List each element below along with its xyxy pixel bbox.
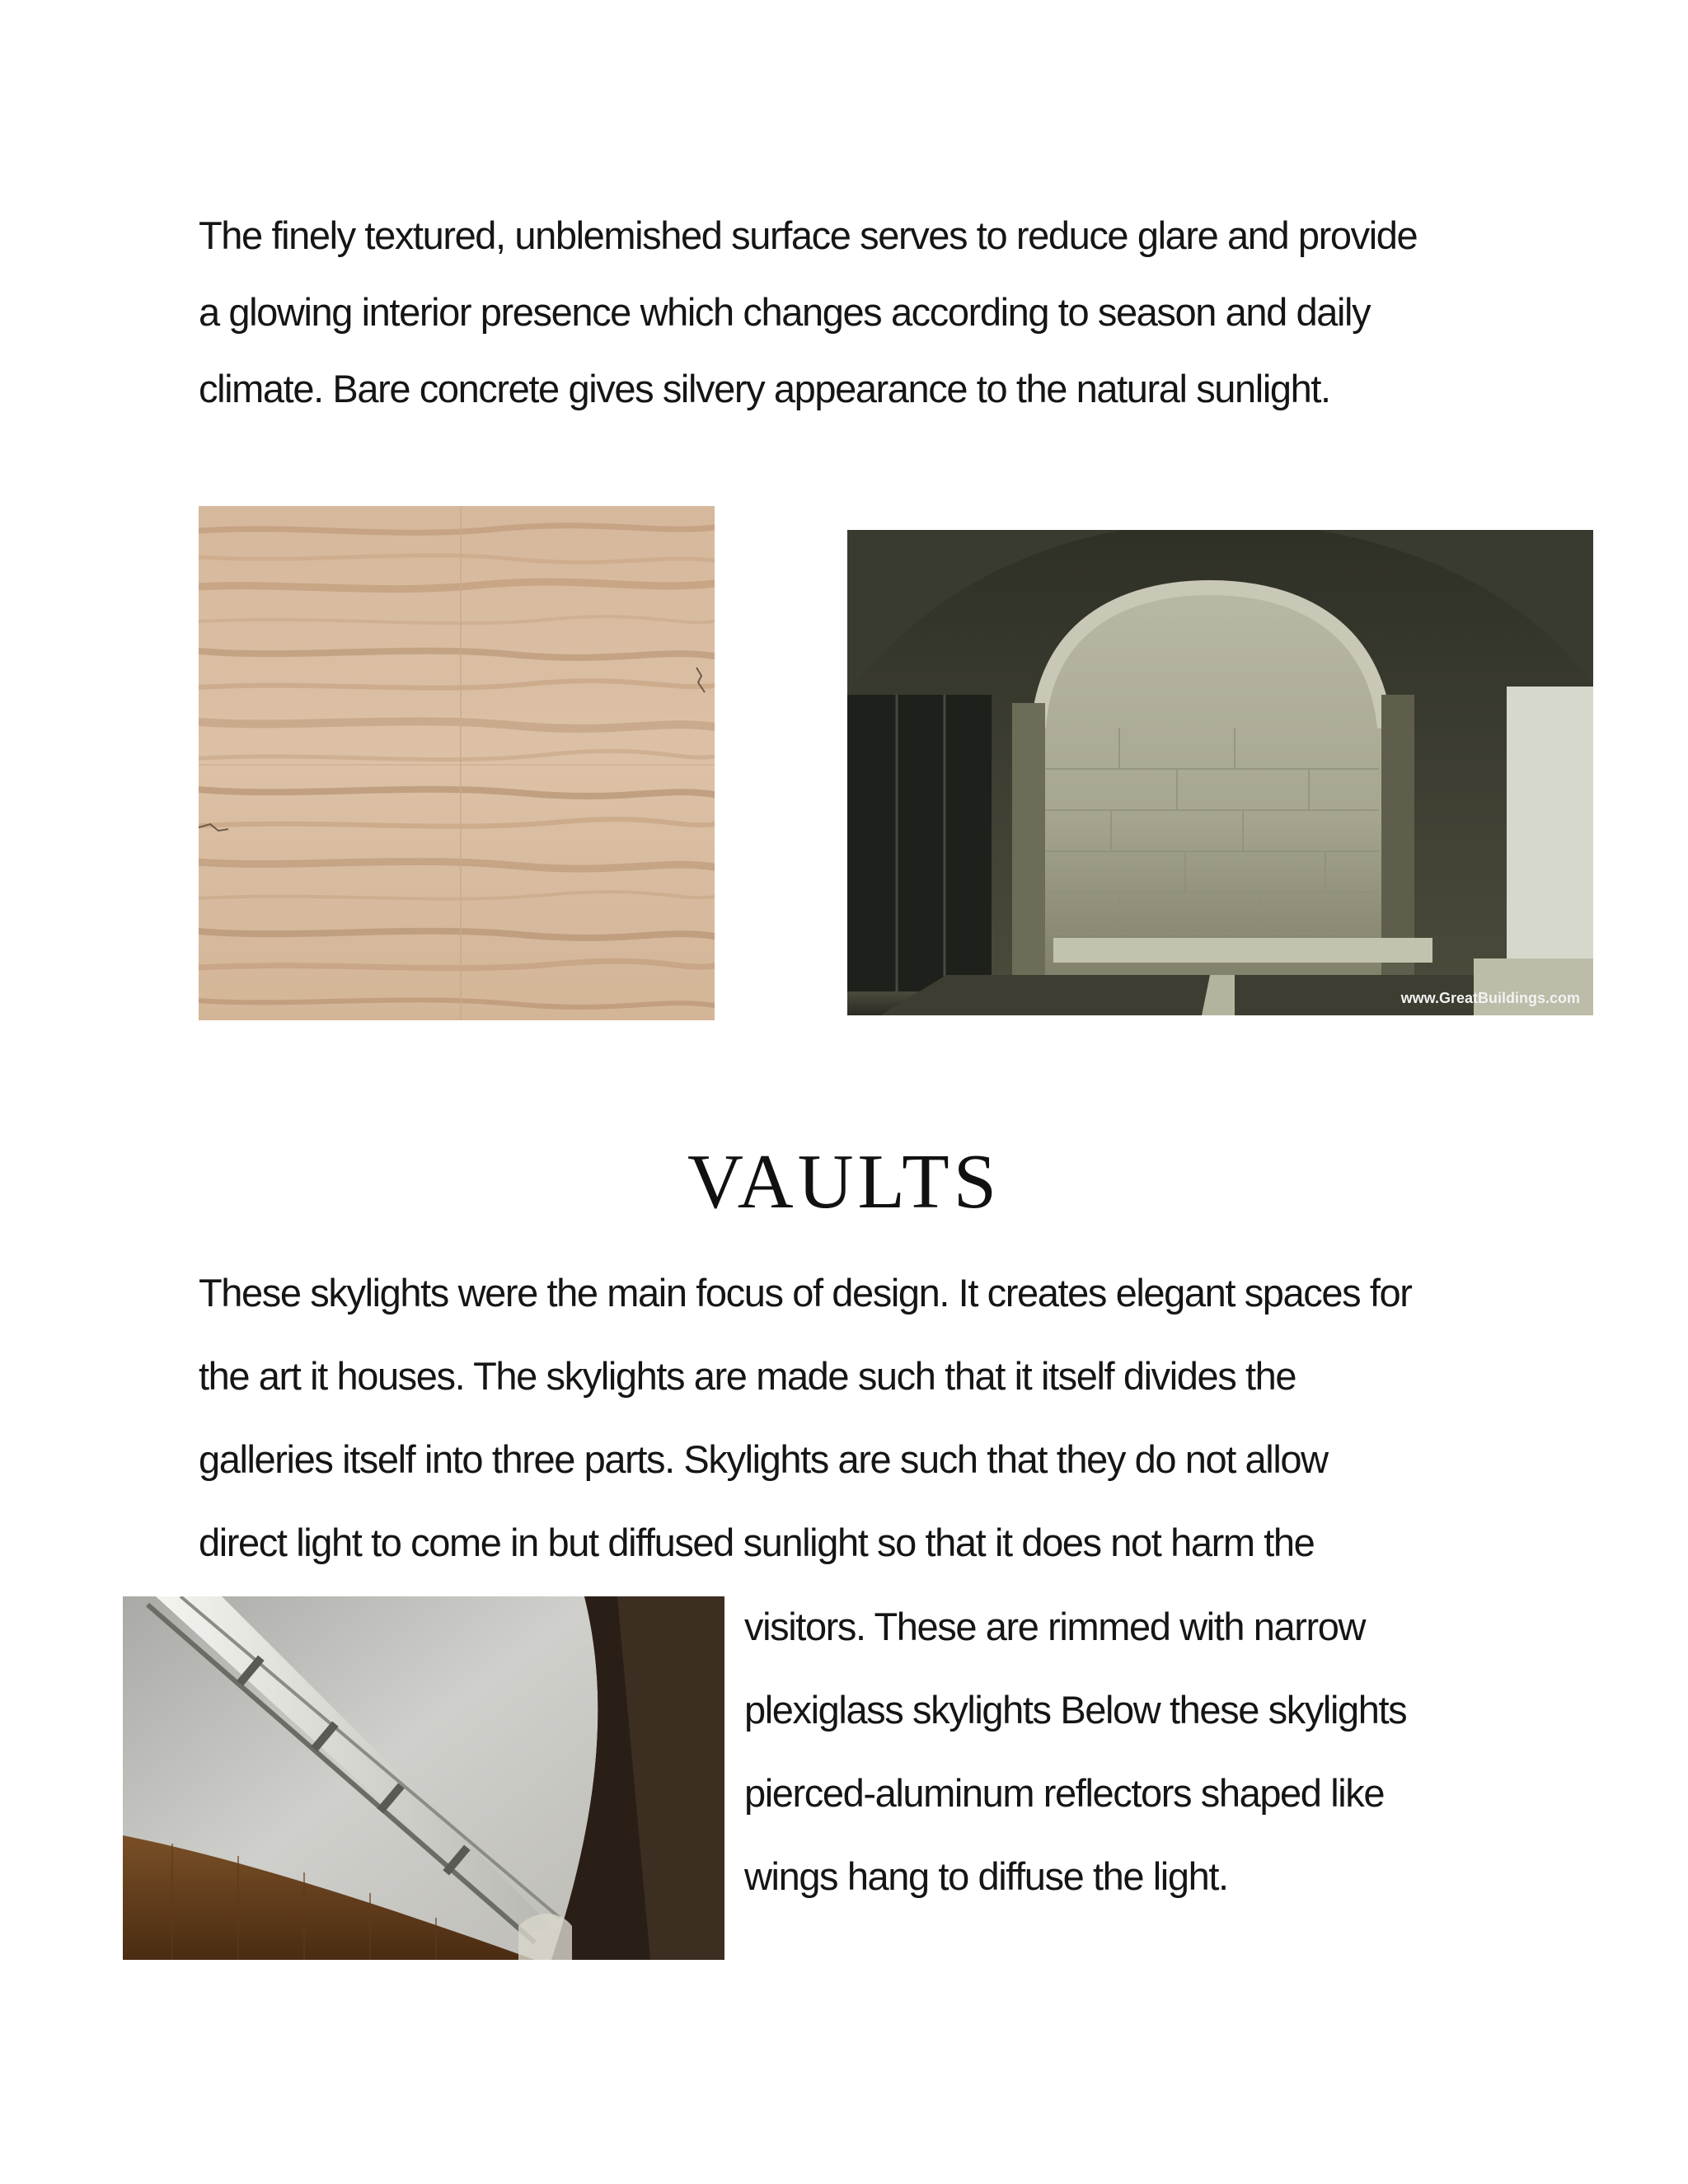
paragraph-line: climate. Bare concrete gives silvery appearance to the natural sunlight.	[199, 367, 1330, 410]
section-heading: VAULTS	[687, 1139, 1001, 1225]
vault-skylight-photo	[123, 1596, 724, 1960]
paragraph-line: pierced-aluminum reflectors shaped like	[744, 1771, 1385, 1815]
arched-portico-photo	[847, 530, 1593, 1015]
paragraph-line: These skylights were the main focus of design. It creates elegant spaces for	[199, 1271, 1412, 1315]
paragraph-line: plexiglass skylights Below these skylights	[744, 1688, 1407, 1732]
paragraph-line: a glowing interior presence which changes according to season and daily	[199, 290, 1371, 334]
photo-credit-watermark: www.GreatBuildings.com	[1400, 990, 1580, 1006]
travertine-texture-photo	[199, 506, 715, 1020]
paragraph-line: wings hang to diffuse the light.	[744, 1854, 1228, 1898]
paragraph-line: The finely textured, unblemished surface serves to reduce glare and provide	[199, 213, 1418, 257]
paragraph-line: visitors. These are rimmed with narrow	[744, 1605, 1366, 1648]
paragraph-line: galleries itself into three parts. Skylights are such that they do not allow	[199, 1437, 1328, 1481]
paragraph-line: direct light to come in but diffused sunlight so that it does not harm the	[199, 1521, 1315, 1564]
paragraph-line: the art it houses. The skylights are made such that it itself divides the	[199, 1354, 1296, 1398]
